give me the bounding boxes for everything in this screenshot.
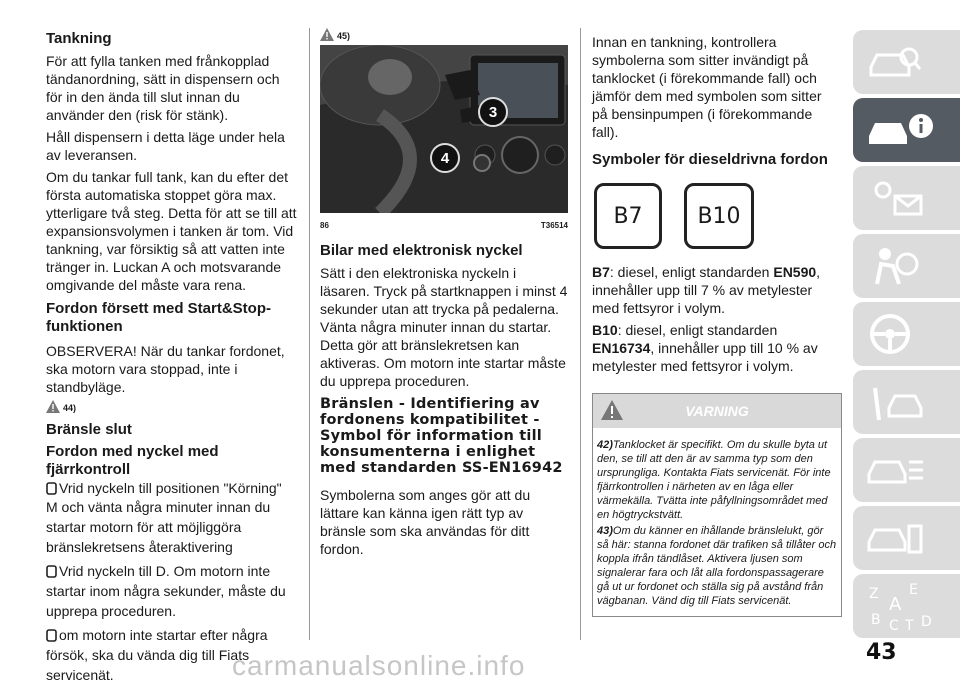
car-magnifier-icon xyxy=(865,43,921,81)
photo-number: 86 xyxy=(320,221,329,230)
tab-maintenance[interactable] xyxy=(853,438,960,502)
tab-lights-warnings[interactable] xyxy=(853,166,960,230)
warning-triangle-icon xyxy=(601,400,623,420)
warning-reference: 45) xyxy=(320,28,568,41)
bullet-item: om motorn inte startar efter några försök, ska du vända dig till Fiats servicenät. xyxy=(46,627,268,683)
car-list-icon xyxy=(865,448,925,492)
tab-driving[interactable] xyxy=(853,302,960,366)
tab-emergency[interactable] xyxy=(853,370,960,434)
warning-title: VARNING xyxy=(685,403,749,419)
warning-header xyxy=(593,394,841,428)
svg-text:D: D xyxy=(921,614,932,630)
bullet-item: Vrid nyckeln till positionen "Körning" xyxy=(46,479,298,497)
bullet-marker-icon xyxy=(46,565,57,578)
callout-3: 3 xyxy=(478,97,508,127)
column-divider xyxy=(580,28,581,640)
watermark: carmanualsonline.info xyxy=(232,650,526,681)
photo-code: T36514 xyxy=(540,221,568,230)
svg-text:A: A xyxy=(889,594,902,615)
svg-text:T: T xyxy=(905,618,914,632)
tab-index[interactable] xyxy=(853,574,960,638)
bullet-marker-icon xyxy=(46,629,57,642)
column-2 xyxy=(320,28,568,562)
paragraph: Sätt i den elektroniska nyckeln i läsaren. Tryck på startknappen i minst 4 sekunder utan att trycka på pedalerna. Vänta några minuter innan du startar. Detta gör att bränslekretsen kan aktiveras. Om motorn inte startar måste du upprepa proceduren. xyxy=(320,265,568,389)
steering-wheel-icon xyxy=(865,312,915,356)
warning-triangle-icon xyxy=(46,400,60,413)
heading-diesel-symbols: Symboler för dieseldrivna fordon xyxy=(592,151,828,168)
section-title-fuels: Bränslen - Identifiering av fordonens kompatibilitet - Symbol för information till konsumenterna i enlighet med standarden SS-EN16942 xyxy=(320,396,563,476)
alphabet-index-icon xyxy=(865,580,941,632)
warning-box xyxy=(592,393,842,617)
fuel-symbol-b7: B7 xyxy=(594,183,662,249)
heading-tankning: Tankning xyxy=(46,30,112,47)
paragraph: Innan en tankning, kontrollera symbolerna som sitter invändigt på tanklocket (i förekommande fall) och jämför dem med symbolen som sitter på bensinpumpen (i förekommande fall). xyxy=(592,34,822,140)
heading-nyckel: Fordon med nyckel med fjärrkontroll xyxy=(46,443,219,478)
paragraph: Om du tankar full tank, kan du efter det första automatiska stoppet göra max. ytterligare två steg. Detta för att se till att expansionsvolymen i tanken är tom. Vid tankning, var försiktig så att vatten inte tränger in. Luckan A och motsvarande omgivande del måste vara rena. xyxy=(46,169,297,293)
paragraph: Håll dispensern i detta läge under hela av leveransen. xyxy=(46,129,285,163)
warning-42: 42)Tanklocket är specifikt. Om du skulle byta ut den, se till att den är av samma typ som den ursprungliga. Kontakta Fiats servicenät. För inte fjärrkontrollen i närheten av en låga eller värmekälla. Tvätta inte påfyllningsområdet med en högtryckstvätt. xyxy=(597,439,831,521)
heading-start-stop: Fordon försett med Start&Stop-funktionen xyxy=(46,300,271,335)
light-warning-icon xyxy=(865,176,925,220)
column-3 xyxy=(592,33,840,617)
paragraph: För att fylla tanken med frånkopplad tändanordning, sätt in dispensern och för in den ända till slut innan du använder den (risk för stänk). xyxy=(46,53,280,123)
callout-4: 4 xyxy=(430,143,460,173)
car-spec-icon xyxy=(865,516,925,560)
bullet-continuation: M och vänta några minuter innan du startar motorn för att möjliggöra bränslekretsens återaktivering xyxy=(46,499,271,555)
heading-bransle-slut: Bränsle slut xyxy=(46,421,132,438)
page-number: 43 xyxy=(866,640,897,665)
warning-43: 43)Om du känner en ihållande bränslelukt, gör så här: stanna fordonet där trafiken så tillåter och koppla ifrån tändlåset. Aktivera ljusen som signalerar fara och låt alla fordonspassagerare gå ut ur fordonet och ställa sig på avstånd från vägbanan. Vänd dig till Fiats servicenät. xyxy=(597,525,837,607)
fuel-symbol-row xyxy=(594,183,840,249)
warning-body xyxy=(593,428,841,616)
bullet-item: Vrid nyckeln till D. Om motorn inte startar inom några sekunder, måste du upprepa proceduren. xyxy=(46,563,286,619)
paragraph: OBSERVERA! När du tankar fordonet, ska motorn vara stoppad, inte i standbyläge. xyxy=(46,343,285,395)
fuel-symbol-b10: B10 xyxy=(684,183,754,249)
tab-technical-data[interactable] xyxy=(853,506,960,570)
car-tools-icon xyxy=(865,380,925,424)
svg-text:E: E xyxy=(909,582,918,598)
svg-text:C: C xyxy=(889,618,899,632)
photo-caption xyxy=(320,221,568,230)
paragraph: Symbolerna som anges gör att du lättare kan känna igen rätt typ av bränsle som ska användas för ditt fordon. xyxy=(320,487,531,557)
warning-triangle-icon xyxy=(320,28,334,41)
svg-text:B: B xyxy=(871,612,881,628)
dashboard-illustration xyxy=(320,45,568,213)
column-divider xyxy=(309,28,310,640)
tab-safety[interactable] xyxy=(853,234,960,298)
tab-car-info[interactable] xyxy=(853,98,960,162)
dashboard-photo xyxy=(320,45,568,213)
heading-elektronisk-nyckel: Bilar med elektronisk nyckel xyxy=(320,242,523,259)
b7-description: B7: diesel, enligt standarden EN590, innehåller upp till 7 % av metylester med fettsyror i volym. xyxy=(592,264,821,316)
bullet-marker-icon xyxy=(46,482,57,495)
car-info-icon xyxy=(865,110,935,150)
column-1 xyxy=(46,30,298,689)
warning-reference: 44) xyxy=(46,400,298,413)
tab-car-overview[interactable] xyxy=(853,30,960,94)
b10-description: B10: diesel, enligt standarden EN16734, innehåller upp till 10 % av metylester med fettsyror i volym. xyxy=(592,322,818,374)
airbag-person-icon xyxy=(865,244,925,288)
svg-text:Z: Z xyxy=(869,586,879,602)
